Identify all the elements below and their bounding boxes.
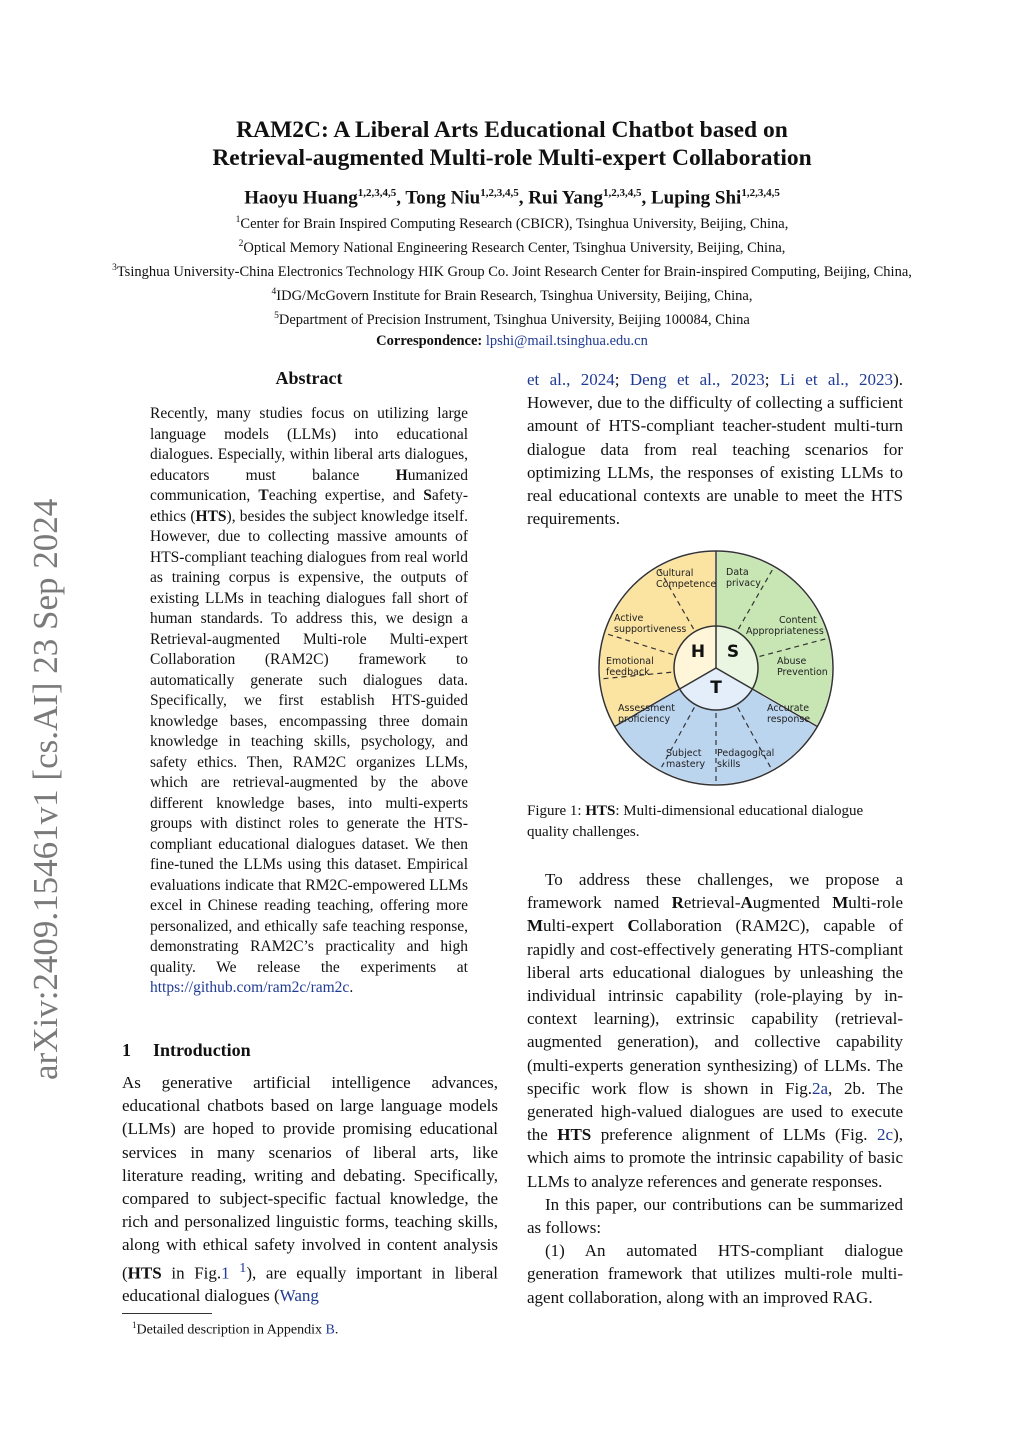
paragraph bbox=[527, 868, 903, 1193]
paragraph-text: , 2b. The generated high-valued dialogues are used to execute the bbox=[527, 1078, 904, 1145]
footnote-number: 1 bbox=[132, 1320, 137, 1330]
affiliation bbox=[60, 211, 964, 233]
affiliation bbox=[60, 307, 964, 329]
figure-ref-link[interactable]: 2a bbox=[811, 1078, 829, 1098]
citation-link[interactable]: et al., 2024 bbox=[527, 370, 615, 389]
right-column-paragraph bbox=[527, 368, 903, 530]
paragraph: In this paper, our contributions can be summarized as follows: bbox=[527, 1194, 903, 1238]
footnote-text: Detailed description in Appendix bbox=[136, 1322, 326, 1338]
author-name: Luping Shi bbox=[650, 187, 742, 209]
abstract-body bbox=[150, 404, 468, 999]
label-line: Appropriateness bbox=[746, 626, 824, 637]
abstract-text: ), besides the subject knowledge itself. However, due to collecting massive amounts of HTS-compliant teaching dialogues from real world as training corpus is expensive, the outputs of existing LLMs in teaching dialogues fall short of human standards. To address this, we design a Retrieval-augmented Multi-role Multi-expert Collaboration (RAM2C) framework to automatically generate such dialogues data. Specifically, we first establish HTS-guided knowledge bases, encompassing three domain knowledge in teaching skills, psychology, and safety ethics. Then, RAM2C organizes LLMs, which are retrieval-augmented by the above different knowledge bases, into multi-experts groups with distinct roles to generate the HTS-compliant educational dialogues dataset. We then fine-tuned the LLMs using this dataset. Empirical evaluations indicate that RM2C-empowered LLMs excel in Chinese reading teaching, offering more personalized, and ethically safe teaching response, demonstrating RAM2C’s practicality and high quality. We release the experiments at bbox=[150, 507, 468, 976]
label-line: feedback bbox=[606, 667, 650, 678]
footnote-mark-link[interactable]: 1 bbox=[239, 1259, 247, 1276]
core-letter-t: T bbox=[710, 678, 722, 698]
abstract-bold: T bbox=[258, 487, 269, 504]
citation-link[interactable]: Li et al., 2023 bbox=[779, 370, 894, 389]
author-affil: 1,2,3,4,5 bbox=[741, 187, 780, 199]
label-line: Cultural bbox=[656, 568, 694, 579]
abstract-text: eaching expertise, and bbox=[268, 487, 424, 504]
paragraph-text: ulti-role bbox=[848, 893, 903, 913]
intro-text: in Fig. bbox=[161, 1263, 222, 1283]
affiliation-number: 1 bbox=[235, 215, 241, 225]
label-line: Competence bbox=[656, 579, 717, 590]
affiliation bbox=[60, 283, 964, 305]
label-line: Active bbox=[614, 613, 644, 624]
label-line: skills bbox=[717, 759, 741, 770]
caption-bold: HTS bbox=[585, 803, 616, 819]
abstract-bold: S bbox=[423, 487, 432, 504]
intro-text: ), are equally important in liberal educational dialogues ( bbox=[122, 1263, 498, 1306]
label-accurate bbox=[767, 703, 810, 725]
core-letter-s: S bbox=[726, 642, 740, 662]
author-list bbox=[100, 180, 924, 211]
caption-label: Figure 1: bbox=[527, 803, 586, 819]
citation-link[interactable]: Deng et al., 2023 bbox=[629, 370, 765, 389]
label-assessment bbox=[618, 703, 675, 725]
label-line: supportiveness bbox=[614, 624, 687, 635]
paragraph-text: ), which aims to promote the intrinsic capability of basic LLMs to analyze references and generate responses. bbox=[527, 1125, 903, 1191]
paragraph-text: ugmented bbox=[752, 893, 833, 913]
abstract-heading: Abstract bbox=[275, 368, 343, 388]
abstract-bold: H bbox=[395, 466, 408, 484]
affiliation-text: IDG/McGovern Institute for Brain Research, Tsinghua University, Beijing, China, bbox=[276, 287, 753, 304]
correspondence-email-link[interactable]: lpshi@mail.tsinghua.edu.cn bbox=[485, 333, 648, 349]
title-line-1: RAM2C: A Liberal Arts Educational Chatbot based on bbox=[236, 117, 788, 143]
label-line: Abuse bbox=[777, 656, 807, 667]
abstract-text: umanized communication, bbox=[150, 466, 468, 504]
label-line: Pedagogical bbox=[717, 748, 775, 759]
paragraph-text: ulti-expert bbox=[543, 916, 628, 936]
label-line: proficiency bbox=[618, 714, 671, 725]
label-line: Content bbox=[779, 615, 817, 626]
label-line: Prevention bbox=[777, 667, 828, 678]
intro-paragraph bbox=[122, 1071, 498, 1308]
title-line-2: Retrieval-augmented Multi-role Multi-expert Collaboration bbox=[212, 145, 812, 171]
affiliation-number: 3 bbox=[112, 263, 117, 273]
label-line: response bbox=[767, 714, 811, 725]
label-line: Subject bbox=[666, 748, 702, 759]
bold-initial: R bbox=[671, 893, 684, 913]
appendix-link[interactable]: B bbox=[325, 1322, 335, 1338]
label-line: Emotional bbox=[606, 656, 654, 667]
figure-caption bbox=[527, 801, 903, 842]
paragraph-text: To address these challenges, we propose a framework named bbox=[527, 870, 903, 913]
affiliation-text: Optical Memory National Engineering Research Center, Tsinghua University, Beijing, China, bbox=[243, 239, 786, 256]
author-affil: 1,2,3,4,5 bbox=[357, 187, 397, 199]
label-subject bbox=[666, 748, 706, 770]
citation-sep: ; bbox=[614, 370, 630, 389]
author-name: Tong Niu bbox=[405, 187, 481, 209]
affiliation-number: 5 bbox=[274, 311, 279, 321]
abstract-text: afety-ethics ( bbox=[150, 487, 468, 525]
right-column-body bbox=[527, 868, 903, 1309]
section-heading bbox=[122, 1038, 498, 1062]
affiliation-number: 4 bbox=[271, 287, 277, 297]
footnote-divider bbox=[122, 1313, 212, 1314]
citation-sep: ; bbox=[764, 370, 780, 389]
intro-bold: HTS bbox=[127, 1263, 162, 1283]
affiliation bbox=[60, 235, 964, 257]
figure-ref-link[interactable]: 1 bbox=[221, 1263, 230, 1283]
affiliation-text: Center for Brain Inspired Computing Research (CBICR), Tsinghua University, Beijing, China, bbox=[240, 215, 789, 232]
arxiv-identifier: arXiv:2409.15461v1 [cs.AI] 23 Sep 2024 bbox=[26, 498, 65, 1080]
abstract-text: Recently, many studies focus on utilizing large language models (LLMs) into educational dialogues. Especially, within liberal arts dialogues, educators must balance bbox=[150, 405, 468, 484]
affiliation-text: Department of Precision Instrument, Tsinghua University, Beijing 100084, China bbox=[278, 311, 750, 328]
author-affil: 1,2,3,4,5 bbox=[480, 187, 519, 199]
author-sep: , bbox=[396, 187, 406, 209]
paper-title bbox=[100, 116, 924, 172]
correspondence-label: Correspondence: bbox=[376, 333, 483, 349]
label-line: privacy bbox=[726, 578, 761, 589]
paragraph-text: preference alignment of LLMs (Fig. bbox=[591, 1125, 878, 1145]
github-link[interactable]: https://github.com/ram2c/ram2c bbox=[150, 979, 350, 996]
author-affil: 1,2,3,4,5 bbox=[602, 187, 642, 199]
author-sep: , bbox=[518, 187, 529, 209]
caption-text: : Multi-dimensional educational dialogue quality challenges. bbox=[527, 803, 864, 840]
abstract-bold: HTS bbox=[195, 507, 227, 525]
paragraph-text: ). However, due to the difficulty of collecting a sufficient amount of HTS-compliant teacher-student multi-turn dialogue data from real teaching scenarios for optimizing LLMs, the responses of existing LLMs to real educational contexts are unable to meet the HTS requirements. bbox=[527, 370, 903, 529]
label-line: Data bbox=[726, 567, 749, 578]
core-letter-h: H bbox=[690, 642, 706, 662]
affiliation bbox=[40, 259, 984, 281]
paragraph: (1) An automated HTS-compliant dialogue generation framework that utilizes multi-role multi-agent collaboration, along with an improved RAG. bbox=[527, 1241, 903, 1307]
author-name: Rui Yang bbox=[528, 187, 603, 209]
figure-ref-link[interactable]: 2c bbox=[877, 1125, 894, 1145]
section-title: Introduction bbox=[153, 1040, 251, 1060]
label-line: Assessment bbox=[618, 703, 675, 714]
label-emotional bbox=[606, 656, 654, 678]
section-number: 1 bbox=[122, 1040, 131, 1060]
hts-wheel-svg bbox=[596, 548, 836, 788]
hts-wheel-figure bbox=[596, 548, 836, 788]
footnote-end: . bbox=[334, 1322, 339, 1338]
author-name: Haoyu Huang bbox=[244, 187, 358, 209]
label-line: Accurate bbox=[767, 703, 810, 714]
intro-text: As generative artificial intelligence advances, educational chatbots based on large language models (LLMs) are hoped to provide promising educational services in many scenarios of liberal arts, like literature reading, writing and debating. Specifically, compared to subject-specific factual knowledge, the rich and personalized linguistic forms, teaching skills, along with ethical safety involved in content analysis ( bbox=[122, 1073, 498, 1283]
bold-initial: C bbox=[627, 916, 640, 936]
bold-initial: A bbox=[740, 893, 753, 913]
paragraph-text: ollaboration (RAM2C), capable of rapidly and cost-effectively generating HTS-compliant liberal arts educational dialogues by unleashing the individual intrinsic capability (role-playing by in-context learning), extrinsic capability (retrieval-augmented generation), and collective capability (multi-experts generation synthesizing) of LLMs. The specific work flow is shown in Fig. bbox=[527, 916, 903, 1098]
paragraph-text: etrieval- bbox=[683, 893, 741, 913]
footnote bbox=[132, 1316, 338, 1340]
citation-link[interactable]: Wang bbox=[279, 1286, 319, 1306]
abstract-text: . bbox=[349, 979, 354, 996]
correspondence bbox=[100, 332, 924, 350]
affiliation-number: 2 bbox=[238, 239, 244, 249]
affiliation-text: Tsinghua University-China Electronics Technology HIK Group Co. Joint Research Center for Brain-inspired Computing, Beijing, China, bbox=[116, 263, 912, 280]
label-line: mastery bbox=[666, 759, 706, 770]
bold-term: HTS bbox=[557, 1125, 592, 1145]
author-sep: , bbox=[641, 187, 651, 209]
bold-initial: M bbox=[527, 916, 544, 936]
bold-initial: M bbox=[832, 893, 849, 913]
